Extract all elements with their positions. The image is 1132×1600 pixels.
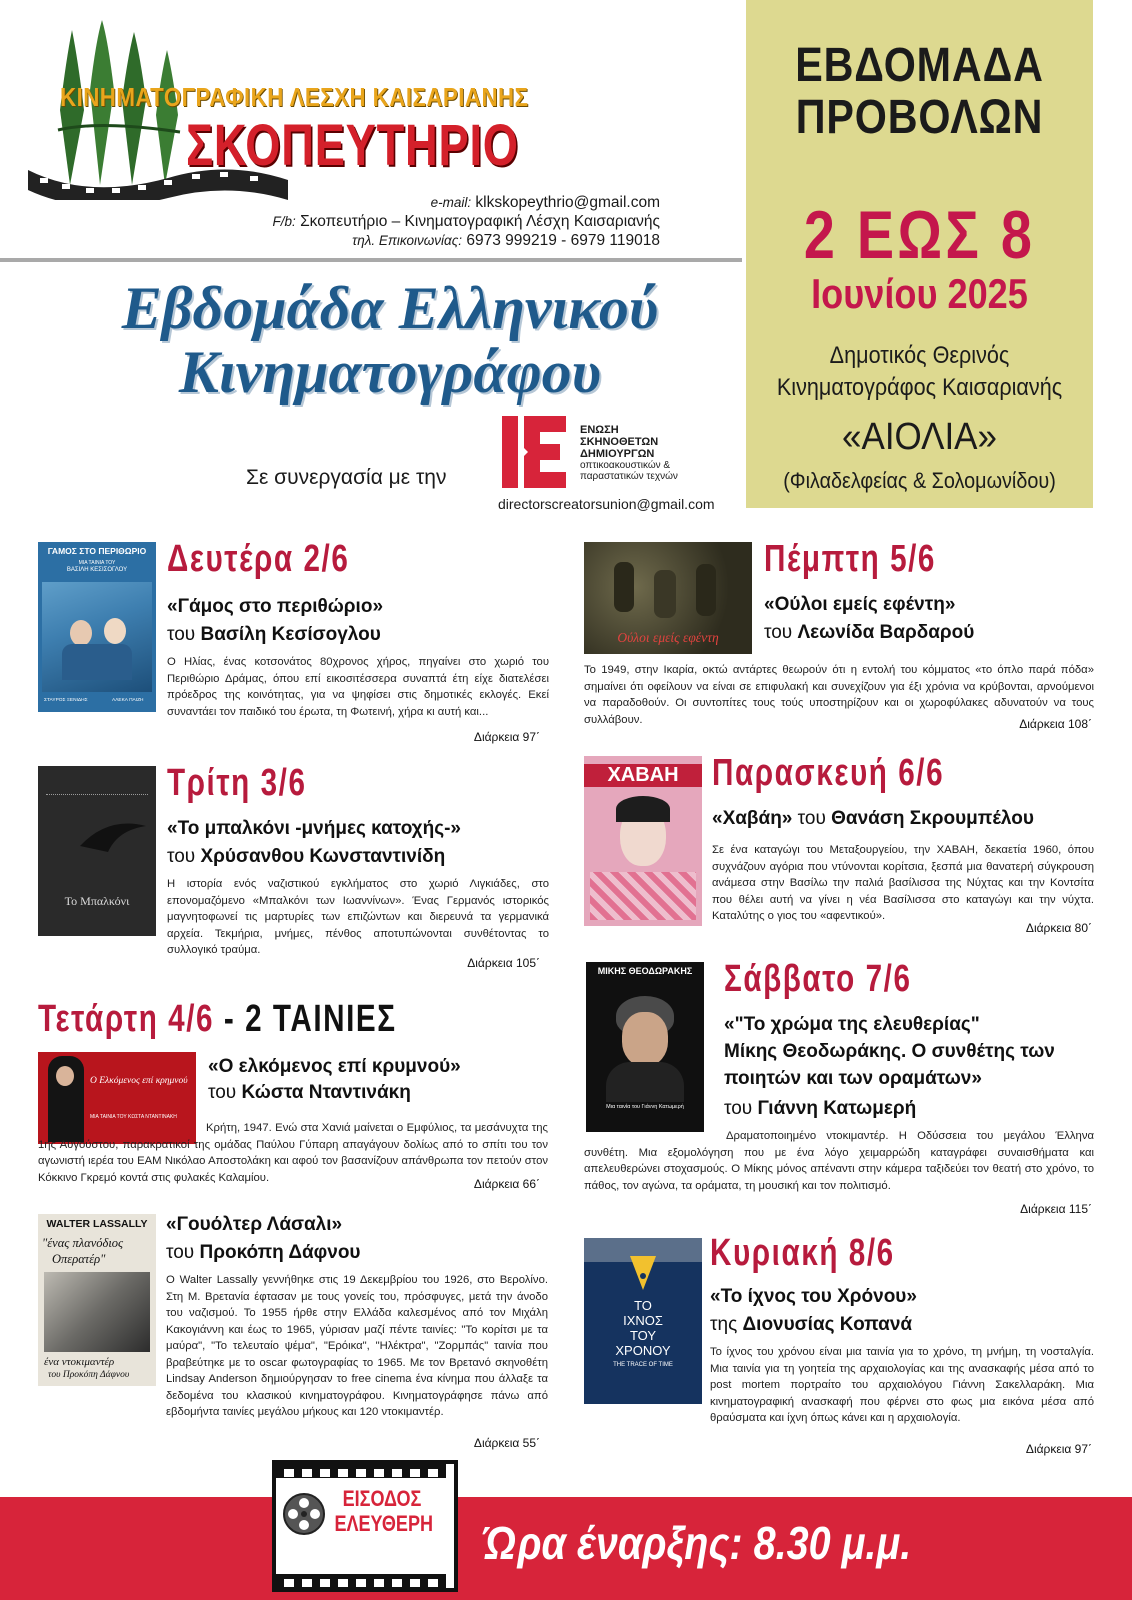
film-duration-sunday: Διάρκεια 97΄	[1025, 1442, 1092, 1456]
poster-thursday-figure1	[614, 562, 634, 612]
poster-sunday-l2: ΙΧΝΟΣ	[623, 1313, 663, 1328]
director-prefix: του	[208, 1082, 237, 1103]
poster-monday-cast1: ΣΤΑΥΡΟΣ ΞΕΝΙΔΗΣ	[44, 698, 88, 703]
club-facebook[interactable]: Σκοπευτήριο – Κινηματογραφική Λέσχη Καισαριανής	[300, 213, 660, 230]
poster-wed2-quote4: του Προκόπη Δάφνου	[48, 1370, 130, 1380]
event-heading	[770, 40, 1068, 144]
film-desc-thursday: Το 1949, στην Ικαρία, οκτώ αντάρτες θεωρούν ότι η εντολή του κόμματος «το όπλο παρά πόδα» σημαίνει ότι οφείλουν να είναι σε επιφυλακή και συνεχίζουν για έξι χρόνια να κρύβονται, αρνούμενοι να παραδοθούν. Οι συντοπίτες τους τούς υποστηρίζουν και οι χωροφύλακες αδυνατούν να τους συλλάβουν.	[584, 664, 1094, 726]
cinema-name: «ΑΙΟΛΙΑ»	[842, 416, 997, 458]
director-name: Κώστα Νταντινάκη	[241, 1082, 411, 1103]
directors-union-logo	[494, 412, 574, 492]
film-title-saturday	[724, 1012, 1055, 1091]
film-desc-sunday: Το ίχνος του χρόνου είναι μια ταινία για το χρόνο, τη μνήμη, τη νοσταλγία. Μια ταινία για τη γοητεία της αρχαιολογίας και της ανασκαφής μέσα από το post mortem πορτραίτο του αρχαιολόγου Γιάννη Σακελλαράκη. Μια κινηματογραφική ανασκαφή που φέρνει στο φως μια εικόνα μέσα από θραύσματα και ίχνη όπως κάνει και η αρχαιολογία.	[710, 1346, 1094, 1424]
crow-icon	[78, 816, 148, 856]
film-reel-icon	[282, 1492, 326, 1536]
film-duration-wednesday-2: Διάρκεια 55΄	[473, 1436, 540, 1450]
poster-saturday-face	[622, 1012, 668, 1066]
facebook-label: F/b:	[272, 214, 296, 229]
wednesday-day: Τετάρτη 4/6	[38, 998, 215, 1040]
free-entry-text	[334, 1486, 434, 1536]
poster-saturday	[586, 962, 704, 1132]
club-phone: 6973 999219 - 6979 119018	[466, 232, 660, 249]
pen-nib-icon	[624, 1256, 662, 1292]
director-prefix: του	[167, 624, 196, 645]
director-prefix: του	[724, 1098, 753, 1119]
film-title-thursday: «Ούλοι εμείς εφέντη»	[764, 594, 956, 615]
event-month: Ιουνίου 2025	[811, 270, 1028, 317]
free-entry-line2: ΕΛΕΥΘΕΡΗ	[334, 1511, 434, 1536]
film-director-thursday	[764, 620, 974, 645]
film-title-director-friday	[712, 806, 1034, 831]
film-director-wednesday-2	[166, 1240, 361, 1265]
event-heading-line1: ΕΒΔΟΜΑΔΑ	[795, 39, 1044, 92]
film-director-saturday	[724, 1096, 916, 1121]
phone-label: τηλ. Επικοινωνίας:	[352, 233, 463, 248]
poster-sunday-l3: ΤΟΥ	[629, 1328, 657, 1343]
film-desc-wednesday-2: Ο Walter Lassally γεννήθηκε στις 19 Δεκεμβρίου του 1926, στο Βερολίνο. Στη Μ. Βρετανία έφτασαν με τους γονείς του, πρόσφυγες, μετά την άνοδο του ναζισμού. Το 1955 ήρθε στην Ελλάδα καλεσμένος από τον Μιχάλη Κακογιάννη και έως το 1965, γύρισαν μαζί πέντε ταινίες: "Το κορίτσι με τα μαύρα", "Το τελευταίο ψέμα", "Ερόικα", "Ηλέκτρα", "Ζορμπάς" ταινία που βραβεύτηκε με το oscar φωτογραφίας το 1965. Με τον Βρετανό σκηνοθέτη Lindsay Anderson δημιούργησαν το free cinema ένα κίνημα που άλλαξε τα δεδομένα του κλασικού κινηματογράφου. Κινηματογράφησε πάνω από εβδομήντα ταινίες μεγάλου μήκους και 120 ντοκιμαντέρ.	[166, 1274, 548, 1418]
poster-monday-sub: ΜΙΑ ΤΑΙΝΙΑ ΤΟΥ	[78, 560, 116, 566]
union-line2: ΣΚΗΝΟΘΕΤΩΝ	[580, 436, 659, 448]
union-email[interactable]: directorscreatorsunion@gmail.com	[498, 496, 715, 512]
poster-sunday-title	[584, 1298, 702, 1358]
start-time: Ώρα έναρξης: 8.30 μ.μ.	[484, 1517, 912, 1569]
email-label: e-mail:	[430, 195, 472, 210]
day-heading-wednesday	[38, 998, 397, 1041]
film-desc-wednesday-1: Κρήτη, 1947. Ενώ στα Χανιά μαίνεται ο Εμφύλιος, τα μεσάνυχτα της 1ης Αυγούστου, παρακρατικοί της ομάδας Παύλου Γύπαρη απαγάγουν δολίως από το σπίτι του τον αγωνιστή ιερέα του ΕΑΜ Νικόλαο Αποστολάκη και αφού τον βασανίζουν απάνθρωπα τον πετούν στον Κόκκινο Γκρεμό κοντά στις φυλακές Καλαμίου.	[38, 1122, 548, 1184]
day-heading-saturday: Σάββατο 7/6	[724, 958, 912, 1000]
venue-line2: Κινηματογράφος Καισαριανής	[776, 374, 1063, 401]
poster-wed1-face	[56, 1066, 74, 1086]
poster-sunday-l4: ΧΡΟΝΟΥ	[615, 1343, 671, 1358]
director-name: Θανάση Σκρουμπέλου	[831, 808, 1034, 829]
poster-wed2-quote3: ένα ντοκιμαντέρ	[44, 1356, 115, 1368]
poster-thursday-figure3	[696, 564, 716, 616]
film-director-monday	[167, 622, 381, 647]
poster-wednesday-2	[38, 1214, 156, 1386]
poster-tuesday-laurels	[46, 774, 148, 795]
club-email[interactable]: klkskopeythrio@gmail.com	[475, 194, 660, 211]
poster-monday-director: ΒΑΣΙΛΗ ΚΕΣΙΣΟΓΛΟΥ	[66, 567, 128, 573]
poster-wed1-title: Ο Ελκόμενος επί κρημνού	[90, 1076, 188, 1086]
poster-thursday-figure2	[654, 570, 676, 618]
film-title-monday: «Γάμος στο περιθώριο»	[167, 596, 384, 617]
contact-info	[180, 193, 660, 250]
main-title	[40, 276, 740, 404]
film-title-tuesday: «Το μπαλκόνι -μνήμες κατοχής-»	[167, 818, 461, 839]
header-divider	[0, 258, 742, 262]
day-heading-friday: Παρασκευή 6/6	[712, 752, 945, 794]
director-prefix: του	[166, 1242, 195, 1263]
event-heading-line2: ΠΡΟΒΟΛΩΝ	[795, 91, 1044, 144]
film-duration-tuesday: Διάρκεια 105΄	[467, 956, 540, 970]
day-heading-thursday: Πέμπτη 5/6	[764, 538, 936, 580]
poster-saturday-director: Μια ταινία του Γιάννη Κατωμερή	[606, 1104, 684, 1110]
venue-line1: Δημοτικός Θερινός	[829, 342, 1010, 369]
film-title-sunday: «Το ίχνος του Χρόνου»	[710, 1286, 917, 1307]
poster-wed2-photo	[44, 1272, 150, 1352]
poster-monday-cast2: ΑΛΕΚΑ ΠΑΙΖΗ	[112, 698, 144, 703]
film-desc-friday: Σε ένα καταγώγι του Μεταξουργείου, την ΧΑΒΑΗ, δεκαετία 1960, όπου συχνάζουν αγόρια που ντύνονται κορίτσια, ξεσπά μια θανατερή σύγκρουση ανάμεσα στην Βασίλω την παλιά βασίλισσα της Νύχτας και την Κοντσίτα που θέλει αυτή να γίνει η νέα Βασίλισσα στο καταγώγι και την νύχτα. Καταλύτης ο γιος του «αφεντικού».	[712, 844, 1094, 922]
main-title-line2: Κινηματογράφου	[178, 339, 602, 405]
event-info-box	[746, 0, 1093, 508]
film-title-wednesday-2: «Γουόλτερ Λάσαλι»	[166, 1214, 343, 1235]
film-title-wednesday-1: «Ο ελκόμενος επί κρυμνού»	[208, 1056, 461, 1077]
poster-monday	[38, 542, 156, 712]
director-name: Λεωνίδα Βαρδαρού	[797, 622, 975, 643]
poster-friday	[584, 756, 702, 926]
poster-sunday-l1: ΤΟ	[634, 1298, 652, 1313]
wednesday-two-films: - 2 ΤΑΙΝΙΕΣ	[223, 998, 397, 1040]
poster-saturday-title: ΜΙΚΗΣ ΘΕΟΔΩΡΑΚΗΣ	[597, 966, 693, 976]
director-prefix: του	[167, 846, 196, 867]
free-entry-line1: ΕΙΣΟΔΟΣ	[342, 1486, 422, 1511]
film-duration-thursday: Διάρκεια 108΄	[1019, 717, 1092, 731]
union-line3: ΔΗΜΙΟΥΡΓΩΝ	[580, 448, 655, 460]
poster-friday-title: ΧΑΒΑΗ	[584, 764, 702, 787]
day-heading-monday: Δευτέρα 2/6	[167, 538, 350, 580]
film-title-saturday-line2: Μίκης Θεοδωράκης. Ο συνθέτης των	[724, 1041, 1055, 1062]
poster-friday-graffiti	[590, 872, 696, 920]
film-title-saturday-line3: ποιητών και των οραμάτων»	[724, 1068, 982, 1089]
poster-monday-title: ΓΑΜΟΣ ΣΤΟ ΠΕΡΙΘΩΡΙΟ	[47, 546, 147, 556]
venue	[763, 340, 1075, 404]
film-desc-tuesday: Η ιστορία ενός ναζιστικού εγκλήματος στο χωριό Λιγκιάδες, στο επονομαζόμενο «Μπαλκόνι των Ιωαννίνων». Ένας Γερμανός ιστορικός μαγνητοφωνεί τις μαρτυρίες των επιζώντων και διερευνά τα γερμανικά αρχεία. Τεκμήρια, μνήμες, πένθος αποτυπώνονται συνθέτοντας το συλλογικό τραύμα.	[167, 878, 549, 956]
poster-wed2-quote1: "ένας πλανόδιος	[42, 1236, 124, 1250]
film-duration-wednesday-1: Διάρκεια 66΄	[473, 1177, 540, 1191]
director-name: Βασίλη Κεσίσογλου	[200, 624, 381, 645]
poster-sunday-english: THE TRACE OF TIME	[613, 1362, 673, 1368]
day-heading-tuesday: Τρίτη 3/6	[167, 762, 307, 804]
poster-wed1-director: ΜΙΑ ΤΑΙΝΙΑ ΤΟΥ ΚΩΣΤΑ ΝΤΑΝΤΙΝΑΚΗ	[90, 1114, 177, 1120]
ticket-perforation-bottom	[276, 1574, 446, 1588]
free-entry-ticket	[272, 1460, 458, 1592]
film-director-tuesday	[167, 844, 445, 869]
union-line4: οπτικοακουστικών &	[580, 460, 671, 471]
director-name: Γιάννη Κατωμερή	[757, 1098, 917, 1119]
poster-tuesday-title: Το Μπαλκόνι	[64, 894, 130, 908]
poster-thursday-title: Ούλοι εμείς εφέντη	[617, 630, 719, 645]
collaboration-text: Σε συνεργασία με την	[246, 466, 447, 489]
ticket-perforation-top	[276, 1464, 446, 1478]
film-director-sunday	[710, 1312, 912, 1337]
director-prefix: της	[710, 1314, 738, 1335]
director-name: Διονυσίας Κοπανά	[742, 1314, 913, 1335]
union-line5: παραστατικών τεχνών	[580, 471, 678, 482]
union-line1: ΕΝΩΣΗ	[580, 424, 619, 436]
film-desc-monday: Ο Ηλίας, ένας κοτσονάτος 80χρονος χήρος, πηγαίνει στο χωριό του Περιθώριο Δράμας, όπου επί εικοσιτέσσερα συναπτά έτη είχε διατελέσει πρόεδρος της κοινότητας, για να ψηφίσει στις δημοτικές εκλογές. Εκεί συναντάει τον παιδικό του έρωτα, τη Φωτεινή, χήρα κι αυτή και...	[167, 656, 549, 718]
film-duration-friday: Διάρκεια 80΄	[1025, 921, 1092, 935]
film-duration-saturday: Διάρκεια 115΄	[1020, 1202, 1092, 1216]
director-prefix: του	[764, 622, 793, 643]
poster-saturday-coat	[606, 1062, 684, 1102]
directors-union-name	[580, 424, 678, 482]
film-title-saturday-line1: «"Το χρώμα της ελευθερίας"	[724, 1014, 980, 1035]
poster-wed2-quote2: Οπερατέρ"	[52, 1252, 106, 1266]
film-director-wednesday-1	[208, 1080, 411, 1105]
director-prefix: του	[797, 808, 826, 829]
director-name: Χρύσανθου Κωνσταντινίδη	[200, 846, 446, 867]
film-duration-monday: Διάρκεια 97΄	[473, 730, 540, 744]
poster-wed2-title: WALTER LASSALLY	[46, 1218, 148, 1230]
poster-monday-photo	[42, 582, 152, 692]
poster-thursday	[584, 542, 752, 654]
film-desc-saturday: Δραματοποιημένο ντοκιμαντέρ. Η Οδύσσεια του μεγάλου Έλληνα συνθέτη. Μια εξομολόγηση που με ένα λόγο χειμαρρώδη καταγράφει συναισθήματα και απελευθερώνει στοχασμούς. Ο Μίκης μόνος απέναντι στην κάμερα ταξιδεύει τον θεατή στο χρόνο, το πάθος, τον αγώνα, τα οράματα, τη μουσική και τον πολιτισμό.	[584, 1130, 1094, 1192]
club-name: ΚΙΝΗΜΑΤΟΓΡΑΦΙΚΗ ΛΕΣΧΗ ΚΑΙΣΑΡΙΑΝΗΣ	[60, 82, 529, 112]
poster-sunday	[584, 1238, 702, 1404]
cinema-address: (Φιλαδελφείας & Σολομωνίδου)	[783, 468, 1056, 493]
film-title-friday: «Χαβάη»	[712, 808, 793, 829]
club-title: ΣΚΟΠΕΥΤΗΡΙΟ	[186, 113, 519, 178]
poster-tuesday	[38, 766, 156, 936]
main-title-line1: Εβδομάδα Ελληνικού	[121, 275, 659, 341]
day-heading-sunday: Κυριακή 8/6	[710, 1232, 895, 1274]
poster-friday-hair	[616, 796, 670, 822]
event-dates: 2 ΕΩΣ 8	[803, 197, 1036, 273]
director-name: Προκόπη Δάφνου	[199, 1242, 361, 1263]
